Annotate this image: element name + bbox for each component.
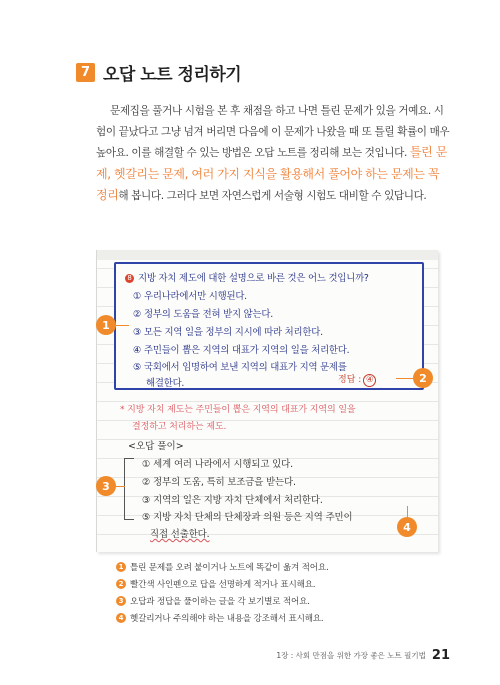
solution-bracket	[124, 458, 134, 520]
callout-2: 2	[413, 368, 433, 388]
notebook-binding	[97, 250, 438, 260]
concept-note-line-1: * 지방 자치 제도는 주민들이 뽑은 지역의 대표가 지역의 일을	[120, 405, 356, 415]
legend-list	[116, 558, 329, 626]
question-title	[125, 270, 369, 284]
intro-paragraph	[96, 101, 452, 207]
intro-text-2: 해 봅니다. 그러다 보면 자연스럽게 서술형 시험도 대비할 수 있답니다.	[118, 190, 427, 202]
callout-1: 1	[96, 315, 116, 335]
legend-number-icon: 2	[116, 579, 126, 589]
option-5: ⑤ 국회에서 임명하여 보낸 지역의 대표가 지역 문제를	[133, 362, 347, 373]
option-2: ② 정부의 도움을 전혀 받지 않는다.	[133, 309, 274, 320]
intro-text-1: 문제집을 풀거나 시험을 본 후 채점을 하고 나면 틀린 문제가 있을 거예요. 시험이 끝났다고 그냥 넘겨 버리면 다음에 이 문제가 나왔을 때 또 틀릴 확률이 매우 높아요. 이를 해결할 수 있는 방법은 오답 노트를 정리해 보는 것입니다.	[96, 105, 450, 159]
option-3: ③ 모든 지역 일을 정부의 지시에 따라 처리한다.	[133, 327, 323, 338]
answer-mark	[338, 372, 376, 387]
legend-item	[116, 592, 329, 609]
legend-text: 헷갈리거나 주의해야 하는 내용을 강조해서 표시해요.	[130, 613, 324, 624]
solution-2: ② 정부의 도움, 특히 보조금을 받는다.	[142, 477, 296, 488]
page-number: 21	[431, 648, 450, 663]
legend-item	[116, 558, 329, 575]
callout-1-leader	[115, 325, 129, 326]
legend-number-icon: 1	[116, 562, 126, 572]
legend-number-icon: 3	[116, 596, 126, 606]
page-footer	[276, 648, 450, 663]
solution-heading: <오답 풀이>	[128, 441, 184, 452]
callout-4: 4	[397, 517, 417, 537]
section-number-badge: 7	[76, 63, 95, 82]
section-title: 오답 노트 정리하기	[103, 65, 242, 85]
solution-4-cont: 직접 선출한다.	[150, 529, 210, 540]
solution-3: ③ 지역의 일은 지방 자치 단체에서 처리한다.	[142, 495, 323, 506]
question-number-icon: 8	[125, 274, 134, 283]
callout-3-leader	[115, 486, 125, 487]
callout-3: 3	[96, 476, 116, 496]
legend-item	[116, 575, 329, 592]
legend-text: 오답과 정답을 풀이하는 글을 각 보기별로 적어요.	[130, 596, 310, 607]
legend-item	[116, 609, 329, 626]
legend-text: 틀린 문제를 오려 붙이거나 노트에 똑같이 옮겨 적어요.	[130, 562, 329, 573]
intro-highlight: 틀린 문제, 헷갈리는 문제, 여러 가지 지식을 활용해서 풀어야 하는 문제는 꼭 정리	[96, 145, 447, 202]
concept-note-line-2: 결정하고 처리하는 제도.	[132, 422, 227, 432]
chapter-label: 1장 : 사회 만점을 위한 가장 좋은 노트 필기법	[276, 651, 426, 660]
question-text: 지방 자치 제도에 대한 설명으로 바른 것은 어느 것입니까?	[138, 273, 369, 284]
option-4: ④ 주민들이 뽑은 지역의 대표가 지역의 일을 처리한다.	[133, 345, 350, 356]
answer-label: 정답 :	[338, 375, 362, 385]
solution-1: ① 세계 여러 나라에서 시행되고 있다.	[142, 459, 293, 470]
option-1: ① 우리나라에서만 시행된다.	[133, 291, 247, 302]
legend-number-icon: 4	[116, 613, 126, 623]
answer-value: ④	[363, 374, 376, 387]
solution-4: ⑤ 지방 자치 단체의 단체장과 의원 등은 지역 주민이	[142, 512, 353, 523]
legend-text: 빨간색 사인펜으로 답을 선명하게 적거나 표시해요.	[130, 579, 316, 590]
option-5-cont: 해결한다.	[146, 378, 185, 389]
callout-2-leader	[396, 378, 414, 379]
section-header	[76, 60, 241, 85]
